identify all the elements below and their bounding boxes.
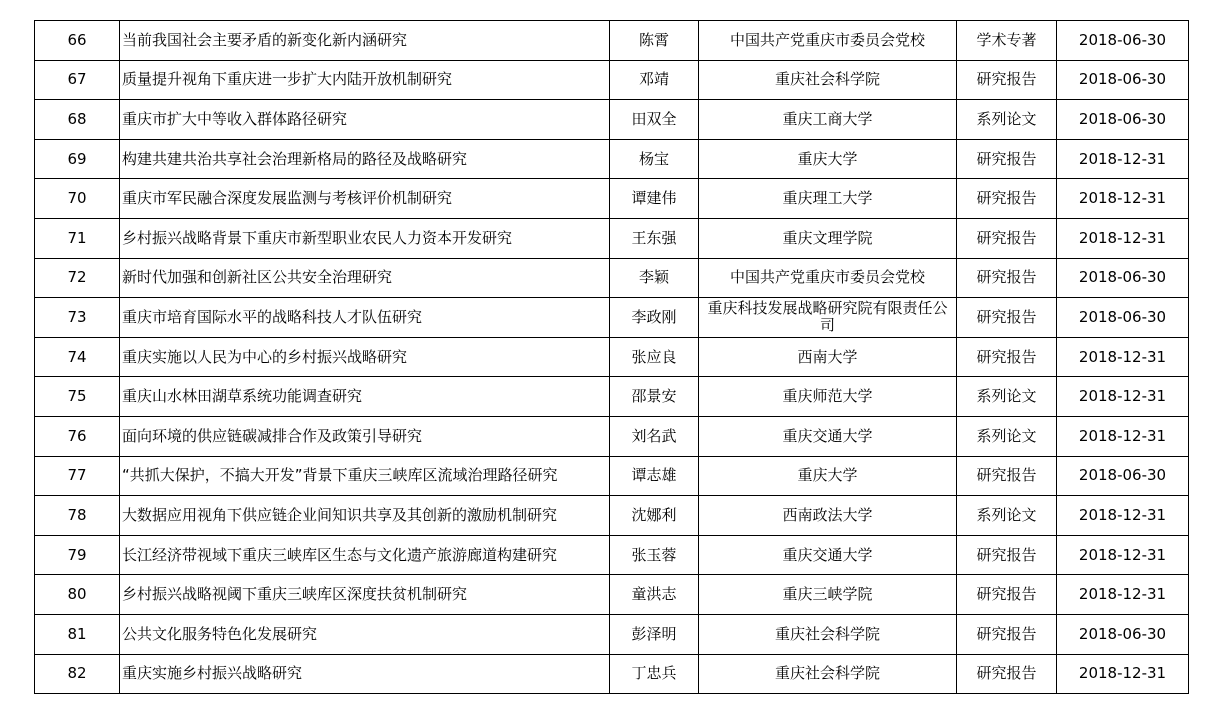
table-row <box>35 614 1189 654</box>
completion-date-cell: 2018-06-30 <box>1057 456 1189 496</box>
table-row <box>35 179 1189 219</box>
completion-date-cell: 2018-06-30 <box>1057 100 1189 140</box>
row-number-cell: 78 <box>35 496 120 536</box>
project-title-cell: 重庆山水林田湖草系统功能调查研究 <box>120 377 610 417</box>
result-type-cell: 研究报告 <box>957 654 1057 694</box>
project-title-cell: 重庆市军民融合深度发展监测与考核评价机制研究 <box>120 179 610 219</box>
institution-cell: 中国共产党重庆市委员会党校 <box>699 258 957 298</box>
institution-cell: 重庆工商大学 <box>699 100 957 140</box>
institution-cell: 重庆交通大学 <box>699 535 957 575</box>
project-title-cell: 大数据应用视角下供应链企业间知识共享及其创新的激励机制研究 <box>120 496 610 536</box>
project-title-cell: 重庆市培育国际水平的战略科技人才队伍研究 <box>120 298 610 338</box>
completion-date-cell: 2018-06-30 <box>1057 298 1189 338</box>
result-type-cell: 研究报告 <box>957 535 1057 575</box>
row-number-cell: 72 <box>35 258 120 298</box>
project-leader-cell: 王东强 <box>610 218 699 258</box>
project-leader-cell: 邵景安 <box>610 377 699 417</box>
row-number-cell: 81 <box>35 614 120 654</box>
project-leader-cell: 李颖 <box>610 258 699 298</box>
row-number-cell: 69 <box>35 139 120 179</box>
project-leader-cell: 丁忠兵 <box>610 654 699 694</box>
institution-cell: 重庆交通大学 <box>699 416 957 456</box>
institution-cell: 重庆社会科学院 <box>699 654 957 694</box>
project-title-cell: 重庆实施以人民为中心的乡村振兴战略研究 <box>120 337 610 377</box>
row-number-cell: 79 <box>35 535 120 575</box>
project-title-cell: 乡村振兴战略视阈下重庆三峡库区深度扶贫机制研究 <box>120 575 610 615</box>
institution-cell: 重庆社会科学院 <box>699 60 957 100</box>
project-title-cell: 面向环境的供应链碳减排合作及政策引导研究 <box>120 416 610 456</box>
project-leader-cell: 刘名武 <box>610 416 699 456</box>
result-type-cell: 研究报告 <box>957 298 1057 338</box>
project-table <box>34 20 1189 694</box>
result-type-cell: 研究报告 <box>957 139 1057 179</box>
institution-cell: 西南大学 <box>699 337 957 377</box>
institution-cell: 中国共产党重庆市委员会党校 <box>699 21 957 61</box>
result-type-cell: 研究报告 <box>957 60 1057 100</box>
project-leader-cell: 陈霄 <box>610 21 699 61</box>
table-row <box>35 298 1189 338</box>
table-row <box>35 60 1189 100</box>
completion-date-cell: 2018-12-31 <box>1057 416 1189 456</box>
table-row <box>35 456 1189 496</box>
result-type-cell: 学术专著 <box>957 21 1057 61</box>
institution-cell: 重庆师范大学 <box>699 377 957 417</box>
table-row <box>35 100 1189 140</box>
project-leader-cell: 谭建伟 <box>610 179 699 219</box>
project-leader-cell: 童洪志 <box>610 575 699 615</box>
project-title-cell: 当前我国社会主要矛盾的新变化新内涵研究 <box>120 21 610 61</box>
row-number-cell: 75 <box>35 377 120 417</box>
row-number-cell: 66 <box>35 21 120 61</box>
row-number-cell: 77 <box>35 456 120 496</box>
row-number-cell: 76 <box>35 416 120 456</box>
result-type-cell: 研究报告 <box>957 218 1057 258</box>
result-type-cell: 系列论文 <box>957 377 1057 417</box>
table-row <box>35 21 1189 61</box>
completion-date-cell: 2018-12-31 <box>1057 179 1189 219</box>
institution-cell: 重庆社会科学院 <box>699 614 957 654</box>
project-table-body <box>35 21 1189 694</box>
result-type-cell: 系列论文 <box>957 100 1057 140</box>
result-type-cell: 研究报告 <box>957 614 1057 654</box>
result-type-cell: 研究报告 <box>957 456 1057 496</box>
institution-cell: 重庆三峡学院 <box>699 575 957 615</box>
row-number-cell: 74 <box>35 337 120 377</box>
institution-cell: 重庆大学 <box>699 139 957 179</box>
project-title-cell: 构建共建共治共享社会治理新格局的路径及战略研究 <box>120 139 610 179</box>
institution-cell: 重庆文理学院 <box>699 218 957 258</box>
completion-date-cell: 2018-06-30 <box>1057 60 1189 100</box>
result-type-cell: 研究报告 <box>957 575 1057 615</box>
project-leader-cell: 杨宝 <box>610 139 699 179</box>
project-title-cell: “共抓大保护，不搞大开发”背景下重庆三峡库区流域治理路径研究 <box>120 456 610 496</box>
project-title-cell: 长江经济带视域下重庆三峡库区生态与文化遗产旅游廊道构建研究 <box>120 535 610 575</box>
institution-cell: 西南政法大学 <box>699 496 957 536</box>
institution-cell: 重庆大学 <box>699 456 957 496</box>
project-title-cell: 重庆市扩大中等收入群体路径研究 <box>120 100 610 140</box>
row-number-cell: 70 <box>35 179 120 219</box>
institution-cell: 重庆理工大学 <box>699 179 957 219</box>
table-row <box>35 218 1189 258</box>
completion-date-cell: 2018-12-31 <box>1057 575 1189 615</box>
row-number-cell: 71 <box>35 218 120 258</box>
project-title-cell: 公共文化服务特色化发展研究 <box>120 614 610 654</box>
completion-date-cell: 2018-06-30 <box>1057 258 1189 298</box>
row-number-cell: 67 <box>35 60 120 100</box>
table-row <box>35 139 1189 179</box>
completion-date-cell: 2018-12-31 <box>1057 654 1189 694</box>
table-row <box>35 496 1189 536</box>
row-number-cell: 73 <box>35 298 120 338</box>
project-title-cell: 重庆实施乡村振兴战略研究 <box>120 654 610 694</box>
project-leader-cell: 李政刚 <box>610 298 699 338</box>
table-row <box>35 654 1189 694</box>
result-type-cell: 研究报告 <box>957 179 1057 219</box>
project-leader-cell: 张玉蓉 <box>610 535 699 575</box>
table-row <box>35 377 1189 417</box>
result-type-cell: 研究报告 <box>957 337 1057 377</box>
completion-date-cell: 2018-06-30 <box>1057 614 1189 654</box>
row-number-cell: 82 <box>35 654 120 694</box>
project-leader-cell: 邓靖 <box>610 60 699 100</box>
project-title-cell: 新时代加强和创新社区公共安全治理研究 <box>120 258 610 298</box>
completion-date-cell: 2018-12-31 <box>1057 377 1189 417</box>
project-leader-cell: 田双全 <box>610 100 699 140</box>
project-leader-cell: 彭泽明 <box>610 614 699 654</box>
table-row <box>35 337 1189 377</box>
completion-date-cell: 2018-12-31 <box>1057 535 1189 575</box>
result-type-cell: 系列论文 <box>957 416 1057 456</box>
completion-date-cell: 2018-12-31 <box>1057 496 1189 536</box>
project-title-cell: 乡村振兴战略背景下重庆市新型职业农民人力资本开发研究 <box>120 218 610 258</box>
table-row <box>35 535 1189 575</box>
project-leader-cell: 沈娜利 <box>610 496 699 536</box>
table-row <box>35 416 1189 456</box>
completion-date-cell: 2018-06-30 <box>1057 21 1189 61</box>
table-row <box>35 575 1189 615</box>
table-row <box>35 258 1189 298</box>
institution-cell: 重庆科技发展战略研究院有限责任公司 <box>699 298 957 338</box>
project-title-cell: 质量提升视角下重庆进一步扩大内陆开放机制研究 <box>120 60 610 100</box>
row-number-cell: 80 <box>35 575 120 615</box>
project-leader-cell: 谭志雄 <box>610 456 699 496</box>
result-type-cell: 系列论文 <box>957 496 1057 536</box>
project-leader-cell: 张应良 <box>610 337 699 377</box>
completion-date-cell: 2018-12-31 <box>1057 139 1189 179</box>
result-type-cell: 研究报告 <box>957 258 1057 298</box>
completion-date-cell: 2018-12-31 <box>1057 337 1189 377</box>
completion-date-cell: 2018-12-31 <box>1057 218 1189 258</box>
row-number-cell: 68 <box>35 100 120 140</box>
